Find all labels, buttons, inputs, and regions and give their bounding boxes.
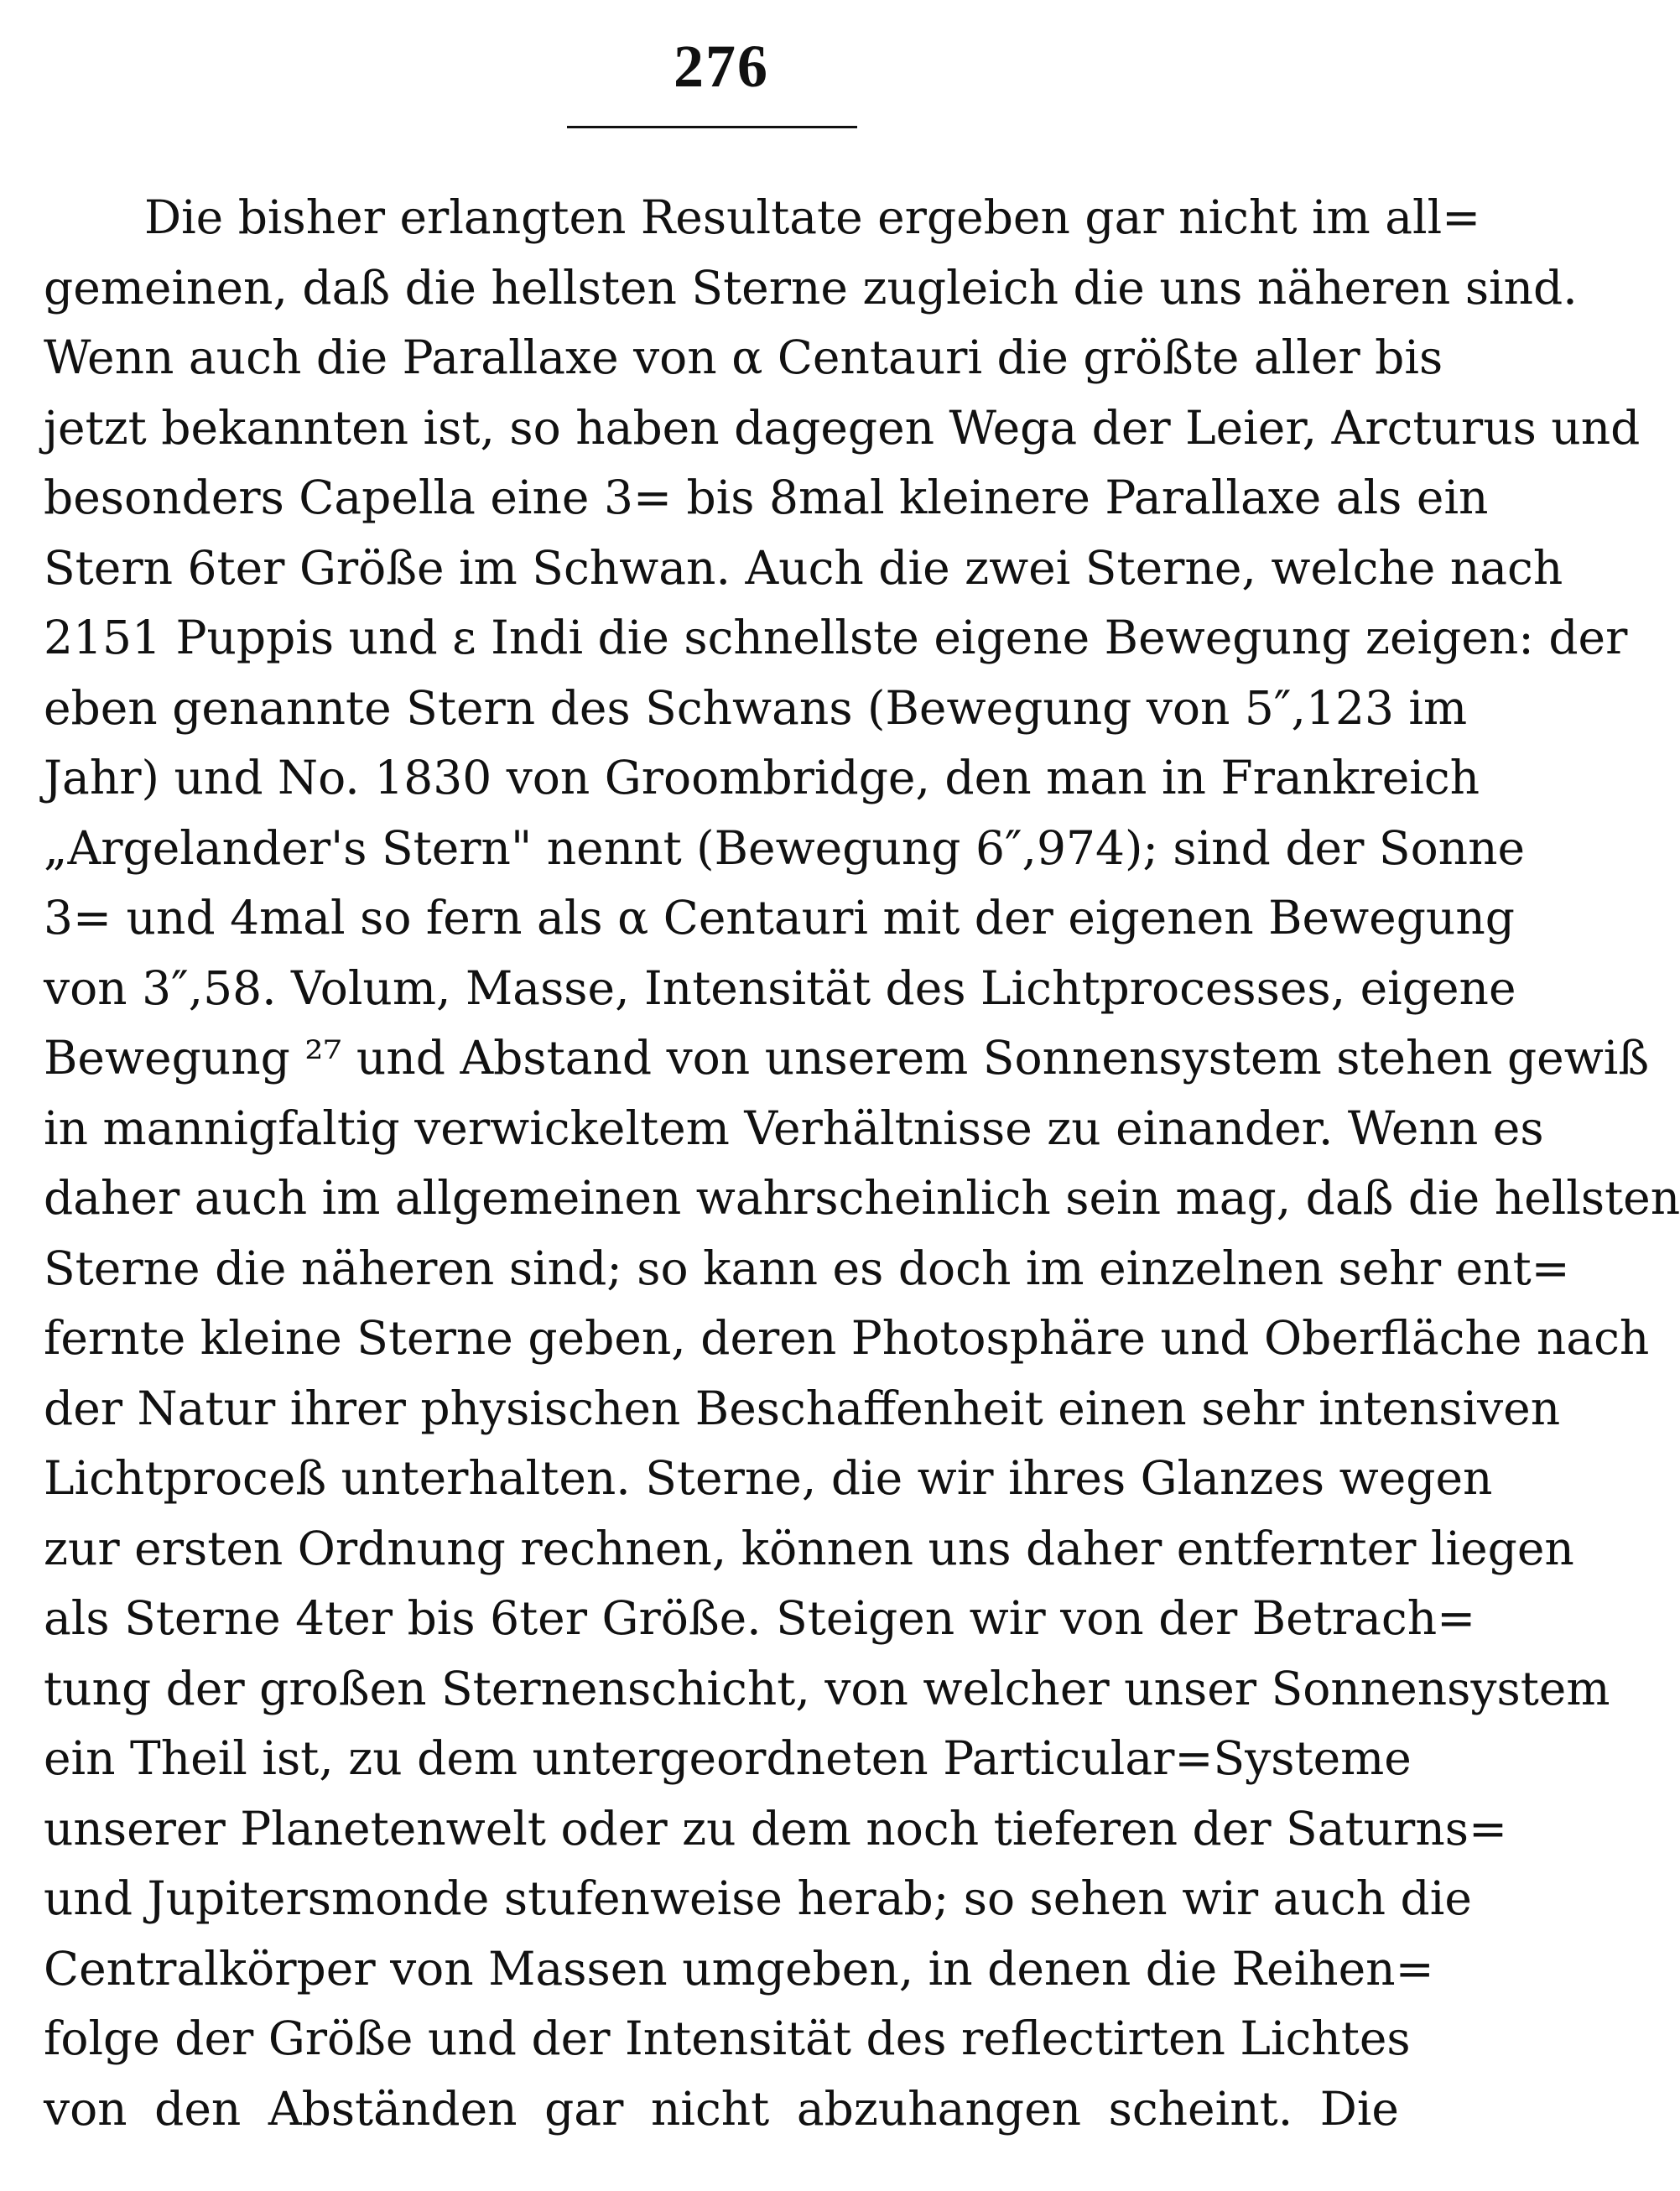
text-line: von den Abständen gar nicht abzuhangen scheint. Die: [44, 2081, 1399, 2136]
text-line: ein Theil ist, zu dem untergeordneten Particular=Systeme: [44, 1731, 1412, 1785]
text-line: 3= und 4mal so fern als α Centauri mit der eigenen Bewegung: [44, 891, 1515, 945]
text-line: der Natur ihrer physischen Beschaffenheit einen sehr intensiven: [44, 1381, 1561, 1435]
text-line: eben genannte Stern des Schwans (Bewegung von 5″,123 im: [44, 680, 1468, 735]
text-line: Wenn auch die Parallaxe von α Centauri die größte aller bis: [44, 330, 1443, 384]
text-line: und Jupitersmonde stufenweise herab; so sehen wir auch die: [44, 1871, 1472, 1925]
text-line: gemeinen, daß die hellsten Sterne zugleich die uns näheren sind.: [44, 260, 1578, 315]
text-line: jetzt bekannten ist, so haben dagegen Wega der Leier, Arcturus und: [44, 400, 1641, 455]
text-line: Centralkörper von Massen umgeben, in denen die Reihen=: [44, 1941, 1434, 1996]
text-line: Lichtproceß unterhalten. Sterne, die wir ihres Glanzes wegen: [44, 1451, 1493, 1505]
text-line: unserer Planetenwelt oder zu dem noch tieferen der Saturns=: [44, 1801, 1508, 1855]
body-text: [44, 183, 1680, 2144]
text-line: Bewegung ²⁷ und Abstand von unserem Sonnensystem stehen gewiß: [44, 1031, 1650, 1085]
text-line: Jahr) und No. 1830 von Groombridge, den man in Frankreich: [44, 751, 1480, 804]
text-line: folge der Größe und der Intensität des reflectirten Lichtes: [44, 2011, 1411, 2065]
text-line: in mannigfaltig verwickeltem Verhältnisse zu einander. Wenn es: [44, 1101, 1544, 1155]
text-line: von 3″,58. Volum, Masse, Intensität des Lichtprocesses, eigene: [44, 960, 1516, 1015]
text-line: besonders Capella eine 3= bis 8mal kleinere Parallaxe als ein: [44, 471, 1489, 524]
text-line: „Argelander's Stern" nennt (Bewegung 6″,974); sind der Sonne: [44, 820, 1526, 875]
text-line: Die bisher erlangten Resultate ergeben gar nicht im all=: [144, 190, 1481, 244]
text-line: daher auch im allgemeinen wahrscheinlich sein mag, daß die hellsten: [44, 1171, 1680, 1225]
text-line: 2151 Puppis und ε Indi die schnellste eigene Bewegung zeigen: der: [44, 611, 1628, 664]
text-line: Sterne die näheren sind; so kann es doch im einzelnen sehr ent=: [44, 1241, 1570, 1295]
page-number: 276: [674, 33, 769, 100]
text-line: zur ersten Ordnung rechnen, können uns daher entfernter liegen: [44, 1521, 1574, 1575]
text-line: tung der großen Sternenschicht, von welcher unser Sonnensystem: [44, 1661, 1610, 1715]
header-rule: [567, 126, 857, 128]
text-line: als Sterne 4ter bis 6ter Größe. Steigen wir von der Betrach=: [44, 1591, 1476, 1645]
text-line: fernte kleine Sterne geben, deren Photosphäre und Oberfläche nach: [44, 1311, 1650, 1365]
text-line: Stern 6ter Größe im Schwan. Auch die zwei Sterne, welche nach: [44, 540, 1563, 595]
